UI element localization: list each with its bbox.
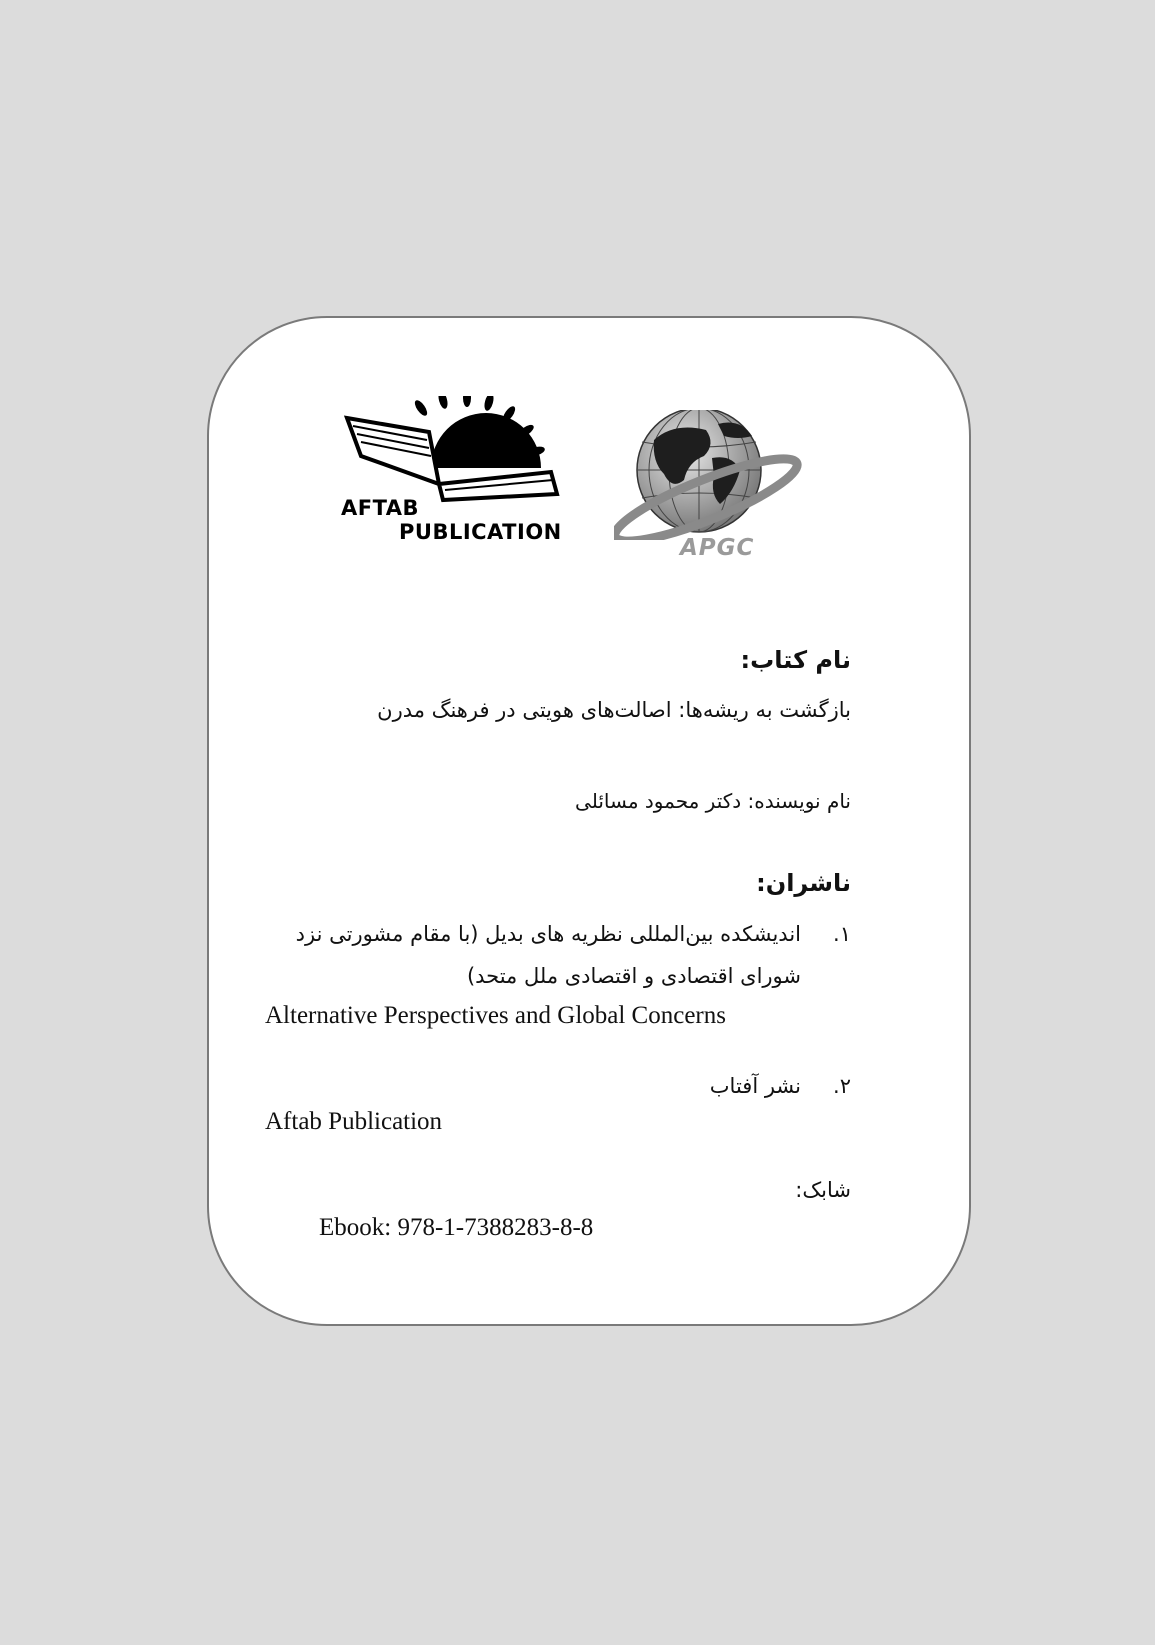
publishers-label: ناشران: [756,869,851,897]
author-line: نام نویسنده: دکتر محمود مسائلی [575,789,851,813]
apgc-logo [614,410,814,570]
publisher-1-line1: اندیشکده بین‌المللی نظریه های بدیل (با مقام مشورتی نزد [295,922,801,946]
isbn-label: شابک: [795,1178,851,1202]
apgc-acronym: APGC [680,535,755,561]
aftab-publication-logo [339,396,579,546]
sun-book-icon [339,396,579,506]
isbn-value: Ebook: 978-1-7388283-8-8 [319,1214,594,1241]
publisher-1-number: ۱. [833,922,851,946]
publisher-2-line1: نشر آفتاب [709,1074,801,1098]
publisher-1-english: Alternative Perspectives and Global Concerns [265,1002,726,1029]
publisher-1-line2: شورای اقتصادی و اقتصادی ملل متحد) [466,964,801,988]
aftab-logo-word: AFTAB [341,496,420,520]
publisher-2-number: ۲. [833,1074,851,1098]
publisher-2-english: Aftab Publication [265,1108,443,1135]
book-title: بازگشت به ریشه‌ها: اصالت‌های هویتی در فرهنگ مدرن [377,698,851,722]
copyright-card [207,316,971,1326]
globe-icon [614,410,814,540]
publication-logo-word: PUBLICATION [399,520,562,544]
book-title-label: نام کتاب: [740,646,851,674]
